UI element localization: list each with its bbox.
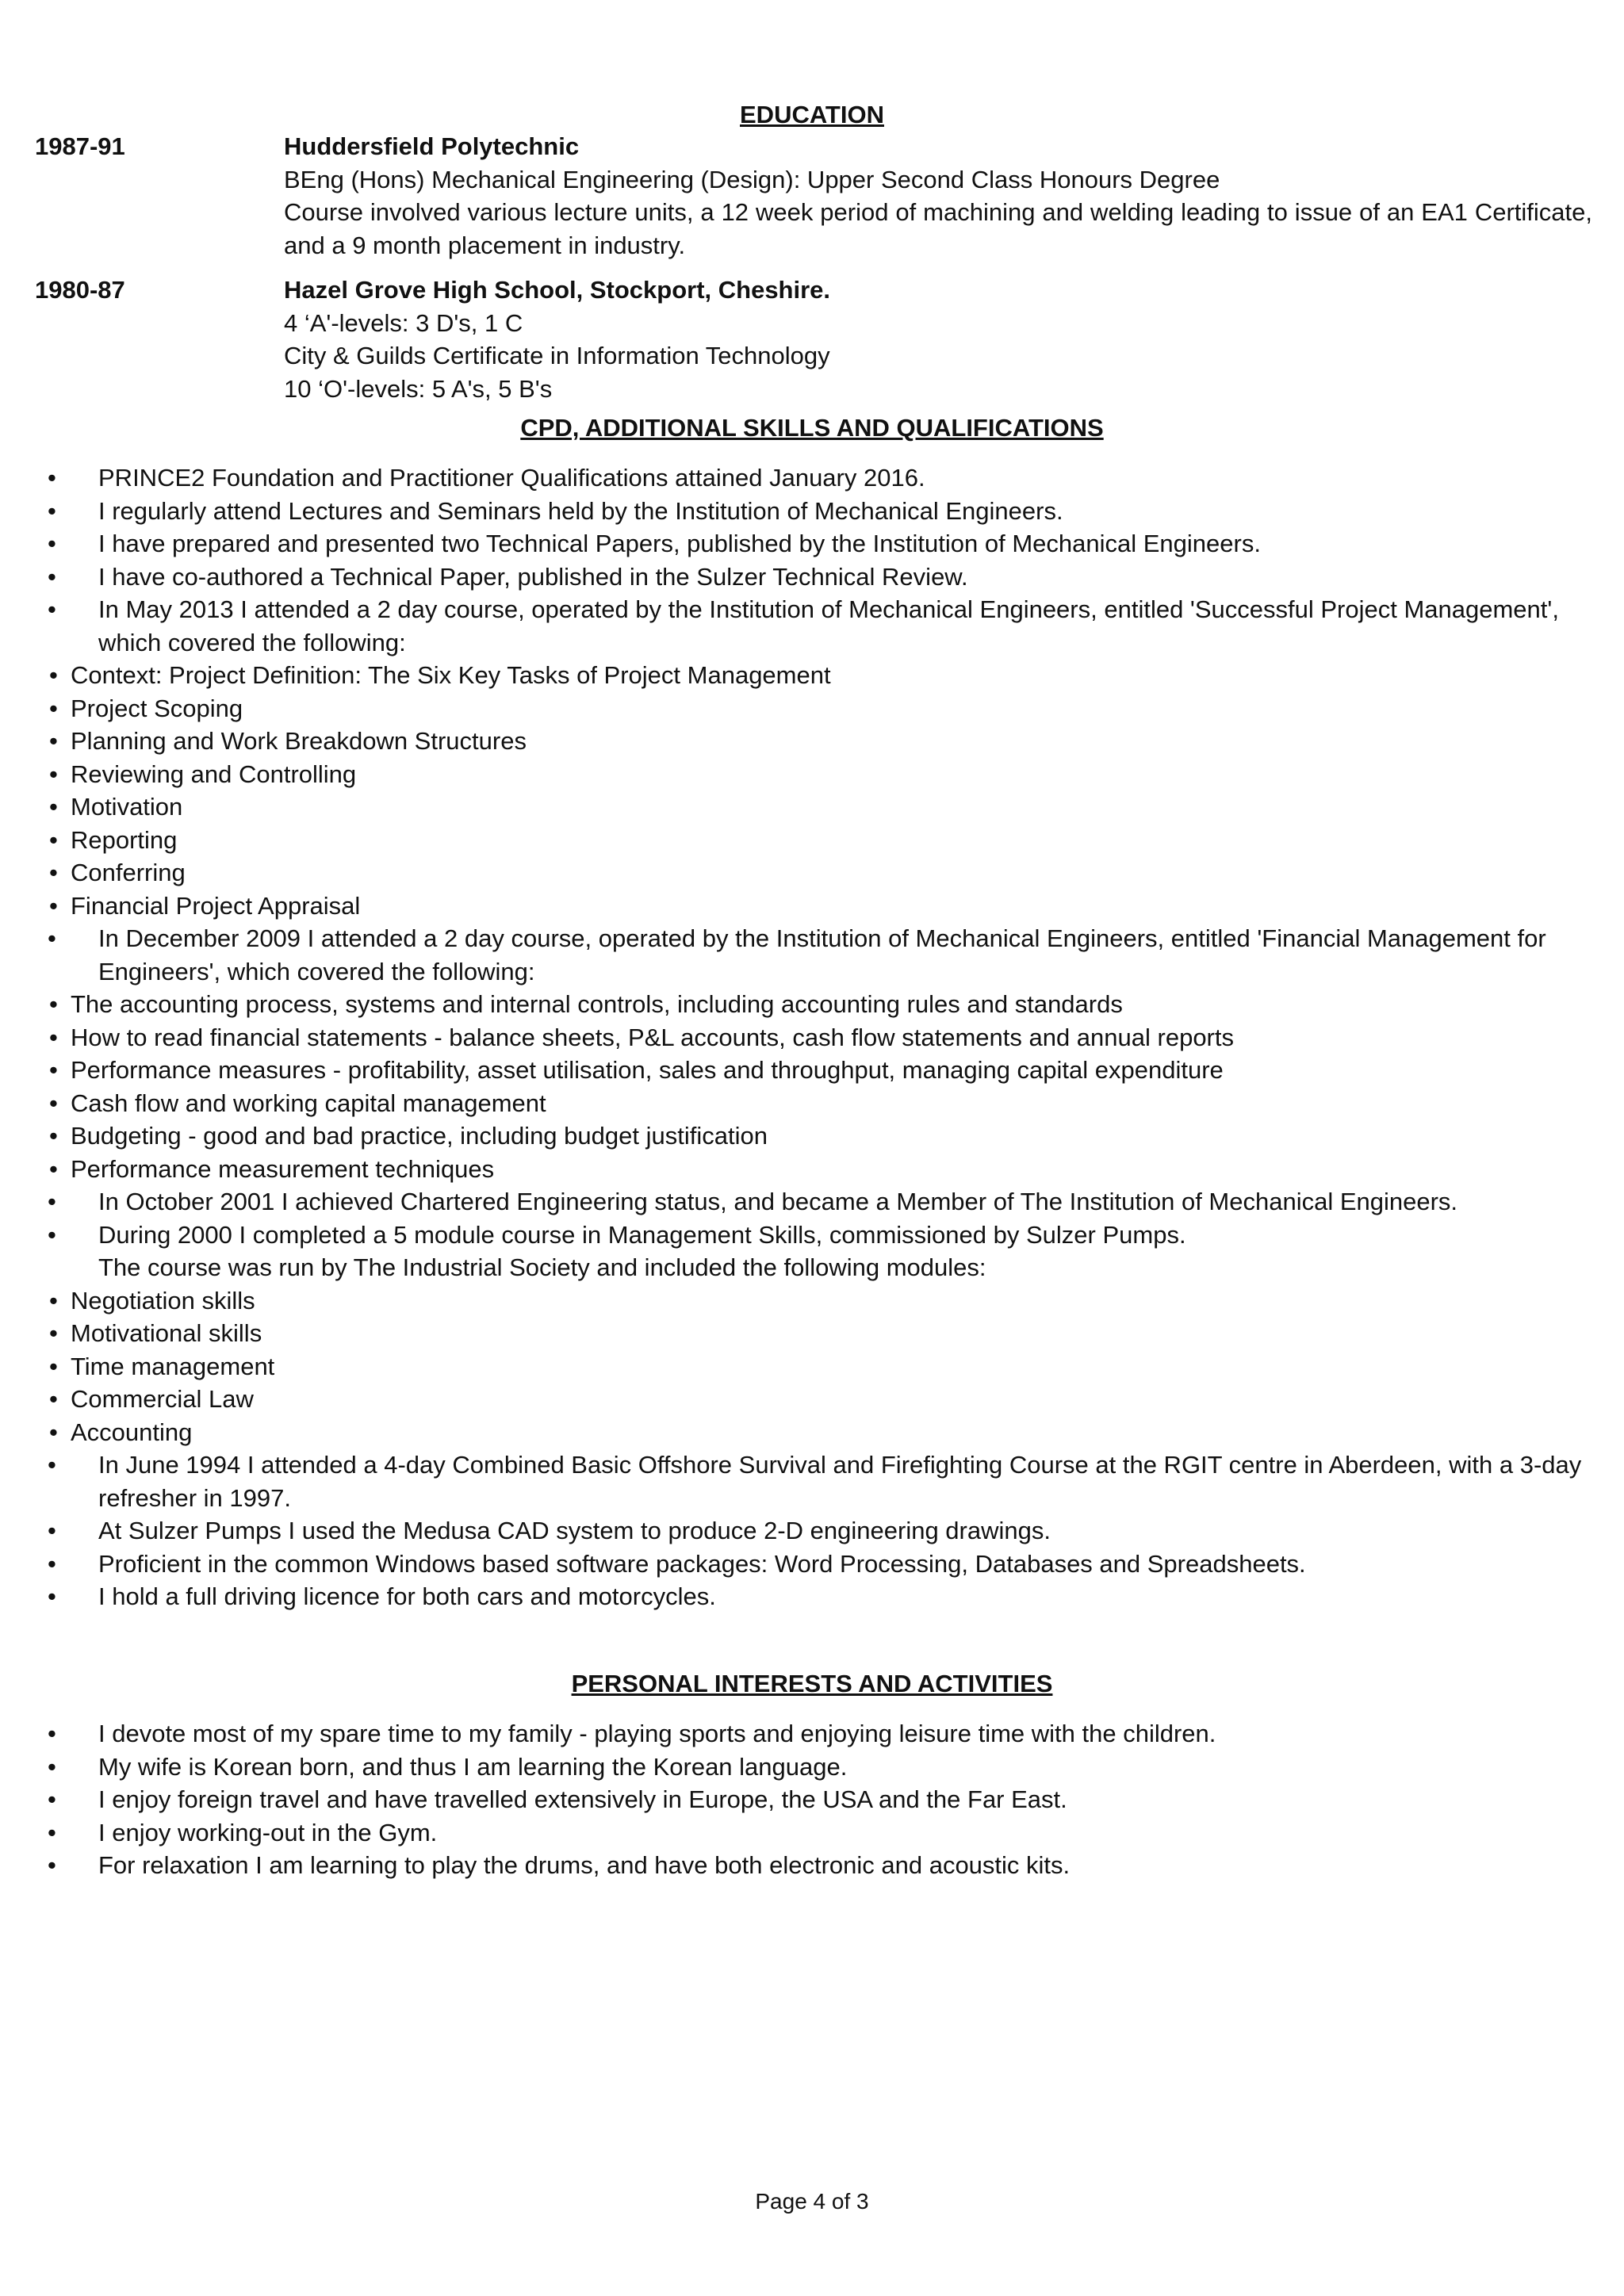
list-item [0, 495, 1586, 528]
list-item [0, 1185, 1586, 1219]
sub-list-item: • Commercial Law [0, 1383, 1586, 1416]
list-item [0, 1548, 1586, 1581]
sub-list [0, 988, 1586, 1185]
sub-list-item: • Performance measurement techniques [0, 1153, 1586, 1186]
sub-list-item: • Motivation [0, 790, 1586, 824]
sub-list [0, 659, 1586, 922]
list-item [0, 1751, 1586, 1784]
list-item-text: I devote most of my spare time to my family - playing sports and enjoying leisure time with the children. [98, 1720, 1216, 1747]
list-item [0, 527, 1586, 561]
list-item-text: I hold a full driving licence for both cars and motorcycles. [98, 1582, 716, 1610]
list-item-text: For relaxation I am learning to play the drums, and have both electronic and acoustic kits. [98, 1851, 1071, 1879]
list-item-text: My wife is Korean born, and thus I am learning the Korean language. [98, 1752, 848, 1781]
education-years-1: 1987-91 [35, 132, 125, 160]
sub-list-item: • Time management [0, 1350, 1586, 1383]
list-item [0, 1448, 1586, 1514]
education-line: 10 ‘O'-levels: 5 A's, 5 B's [284, 374, 553, 403]
cpd-list [0, 461, 1586, 1613]
sub-list-item: • Motivational skills [0, 1317, 1586, 1350]
sub-list-item: • How to read financial statements - balance sheets, P&L accounts, cash flow statements and annual reports [0, 1021, 1586, 1054]
sub-list-item: • Reviewing and Controlling [0, 758, 1586, 791]
sub-list-item: • Planning and Work Breakdown Structures [0, 725, 1586, 758]
list-item [0, 1849, 1586, 1882]
cpd-heading: CPD, ADDITIONAL SKILLS AND QUALIFICATIONS [520, 414, 1104, 442]
list-item [0, 1717, 1586, 1751]
list-item [0, 1816, 1586, 1850]
list-item [0, 1580, 1586, 1613]
education-heading: EDUCATION [740, 101, 884, 128]
list-item-text: In June 1994 I attended a 4-day Combined Basic Offshore Survival and Firefighting Course at the RGIT centre in Aberdeen, with a 3-day refresher in 1997. [98, 1451, 1582, 1512]
institution-name: Huddersfield Polytechnic [284, 132, 580, 160]
list-item [0, 561, 1586, 594]
list-item-text: The course was run by The Industrial Society and included the following modules: [98, 1253, 986, 1281]
list-item [0, 1219, 1586, 1449]
list-item-text: I regularly attend Lectures and Seminars held by the Institution of Mechanical Engineers. [98, 496, 1063, 525]
list-item-text: Proficient in the common Windows based software packages: Word Processing, Databases and Spreadsheets. [98, 1549, 1306, 1578]
sub-list-item: • Context: Project Definition: The Six Key Tasks of Project Management [0, 659, 1586, 692]
list-item-text: • In December 2009 I attended a 2 day course, operated by the Institution of Mechanical Engineers, entitled 'Financial Management for Engineers', which covered the following: [98, 924, 1546, 985]
sub-list-item: • Negotiation skills [0, 1284, 1586, 1318]
list-item [0, 1514, 1586, 1548]
sub-list [0, 1284, 1586, 1449]
sub-list-item: • Cash flow and working capital management [0, 1087, 1586, 1120]
sub-list-item: • Conferring [0, 856, 1586, 890]
sub-list-item: • Reporting [0, 824, 1586, 857]
list-item-text: • In May 2013 I attended a 2 day course, operated by the Institution of Mechanical Engineers, entitled 'Successful Project Management', which covered the following: [98, 595, 1559, 656]
education-entry-2 [284, 274, 1592, 405]
list-item-text: I have co-authored a Technical Paper, published in the Sulzer Technical Review. [98, 562, 968, 591]
list-item-text: • During 2000 I completed a 5 module course in Management Skills, commissioned by Sulzer Pumps. [98, 1220, 1186, 1249]
education-line: 4 ‘A'-levels: 3 D's, 1 C [284, 308, 523, 337]
list-item-text: At Sulzer Pumps I used the Medusa CAD system to produce 2-D engineering drawings. [98, 1517, 1051, 1544]
sub-list-item: • Performance measures - profitability, asset utilisation, sales and throughput, managing capital expenditure [0, 1054, 1586, 1087]
interests-heading: PERSONAL INTERESTS AND ACTIVITIES [571, 1670, 1053, 1697]
sub-list-item: • Financial Project Appraisal [0, 890, 1586, 923]
education-entry-1 [284, 130, 1592, 262]
list-item [0, 1783, 1586, 1816]
list-item [0, 593, 1586, 922]
sub-list-item: • Accounting [0, 1416, 1586, 1449]
education-line: Course involved various lecture units, a 12 week period of machining and welding leading to issue of an EA1 Certificate, and a 9 month placement in industry. [284, 198, 1592, 259]
sub-list-item: • Project Scoping [0, 692, 1586, 725]
education-years-2: 1980-87 [35, 276, 125, 304]
list-item-text: I enjoy foreign travel and have travelled extensively in Europe, the USA and the Far East. [98, 1785, 1067, 1813]
education-line: City & Guilds Certificate in Information Technology [284, 342, 830, 369]
list-item-text: PRINCE2 Foundation and Practitioner Qualifications attained January 2016. [98, 464, 925, 492]
list-item [0, 461, 1586, 495]
list-item-text: I have prepared and presented two Technical Papers, published by the Institution of Mechanical Engineers. [98, 530, 1261, 557]
sub-list-item: • Budgeting - good and bad practice, including budget justification [0, 1119, 1586, 1153]
list-item-text: In October 2001 I achieved Chartered Engineering status, and became a Member of The Institution of Mechanical Engineers. [98, 1188, 1458, 1215]
page-number: Page 4 of 3 [755, 2189, 869, 2214]
list-item [0, 922, 1586, 1185]
interests-list [0, 1717, 1586, 1882]
sub-list-item: • The accounting process, systems and internal controls, including accounting rules and standards [0, 988, 1586, 1021]
education-line: BEng (Hons) Mechanical Engineering (Design): Upper Second Class Honours Degree [284, 165, 1220, 193]
institution-name: Hazel Grove High School, Stockport, Cheshire. [284, 276, 831, 304]
list-item-text: I enjoy working-out in the Gym. [98, 1818, 438, 1846]
